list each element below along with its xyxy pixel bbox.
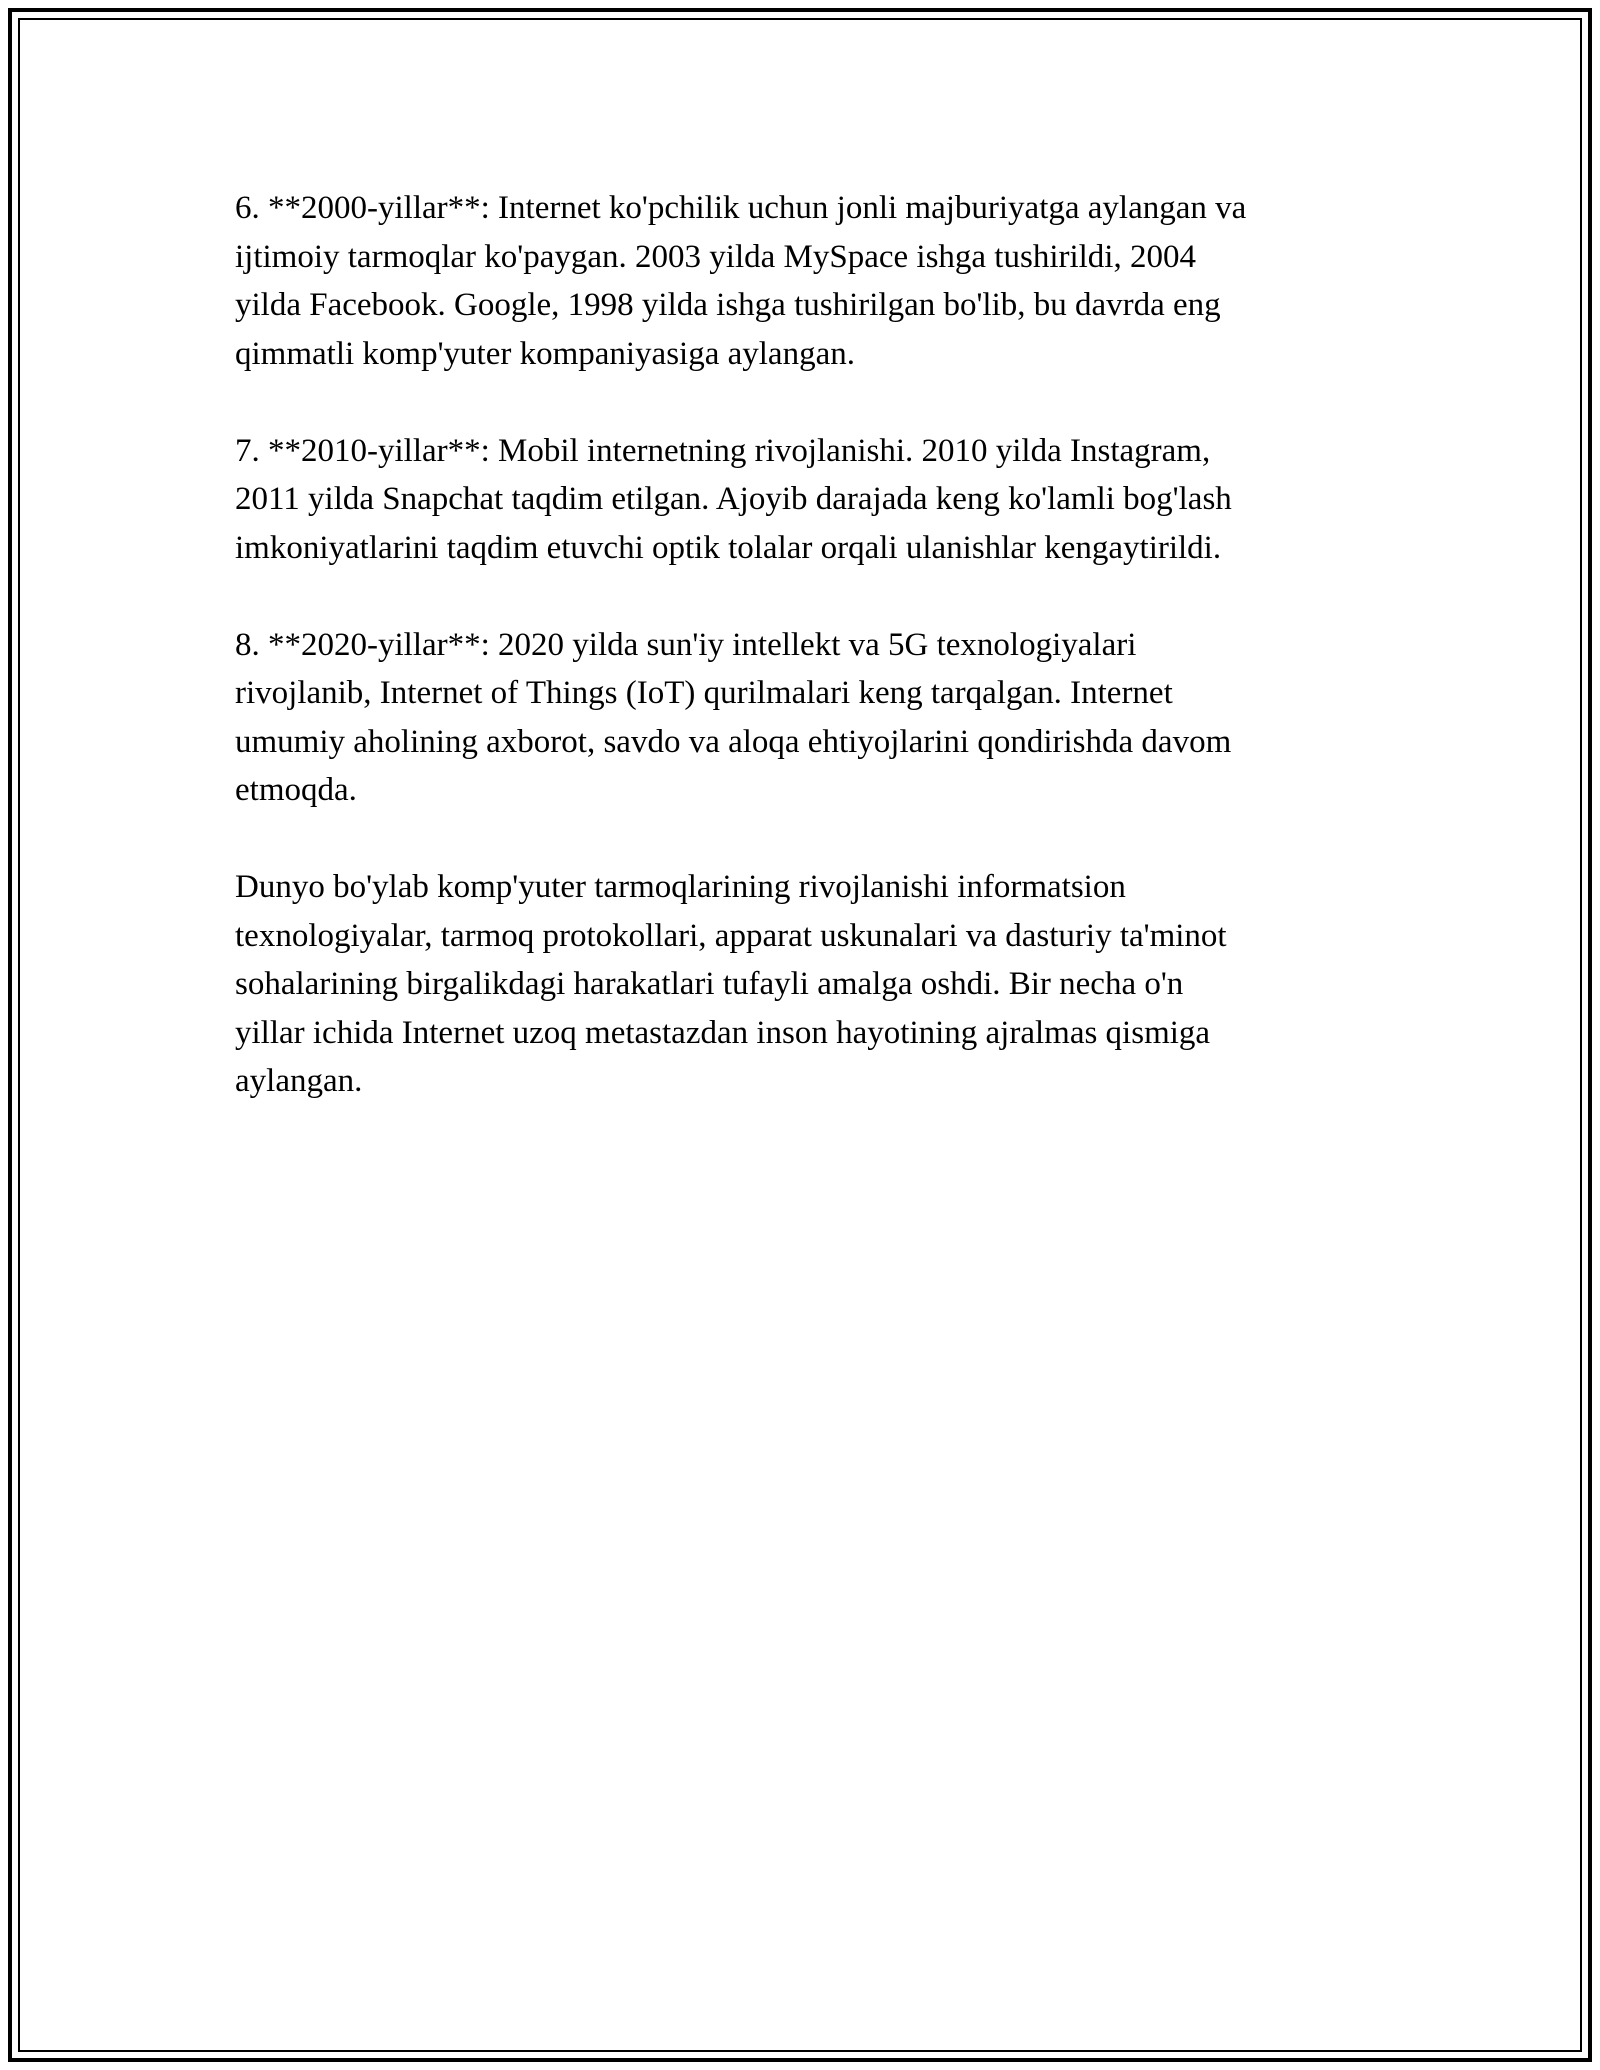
paragraph-2010s: 7. **2010-yillar**: Mobil internetning rivojlanishi. 2010 yilda Instagram, 2011 yilda Snapchat taqdim etilgan. Ajoyib darajada keng ko'lamli bog'lash imkoniyatlarini taqdim etuvchi optik tolalar orqali ulanishlar kengaytirildi. — [235, 432, 1232, 566]
document-body — [235, 184, 1375, 1154]
paragraph-2000s: 6. **2000-yillar**: Internet ko'pchilik uchun jonli majburiyatga aylangan va ijtimoiy tarmoqlar ko'paygan. 2003 yilda MySpace ishga tushirildi, 2004 yilda Facebook. Google, 1998 yilda ishga tushirilgan bo'lib, bu davrda eng qimmatli komp'yuter kompaniyasiga aylangan. — [235, 190, 1247, 372]
paragraph-conclusion: Dunyo bo'ylab komp'yuter tarmoqlarining rivojlanishi informatsion texnologiyalar, tarmoq protokollari, apparat uskunalari va dasturiy ta'minot sohalarining birgalikdagi harakatlari tufayli amalga oshdi. Bir necha o'n yillar ichida Internet uzoq metastazdan inson hayotining ajralmas qismiga aylangan. — [235, 869, 1227, 1099]
paragraph-2020s: 8. **2020-yillar**: 2020 yilda sun'iy intellekt va 5G texnologiyalari rivojlanib, Internet of Things (IoT) qurilmalari keng tarqalgan. Internet umumiy aholining axborot, savdo va aloqa ehtiyojlarini qondirishda davom etmoqda. — [235, 626, 1232, 808]
